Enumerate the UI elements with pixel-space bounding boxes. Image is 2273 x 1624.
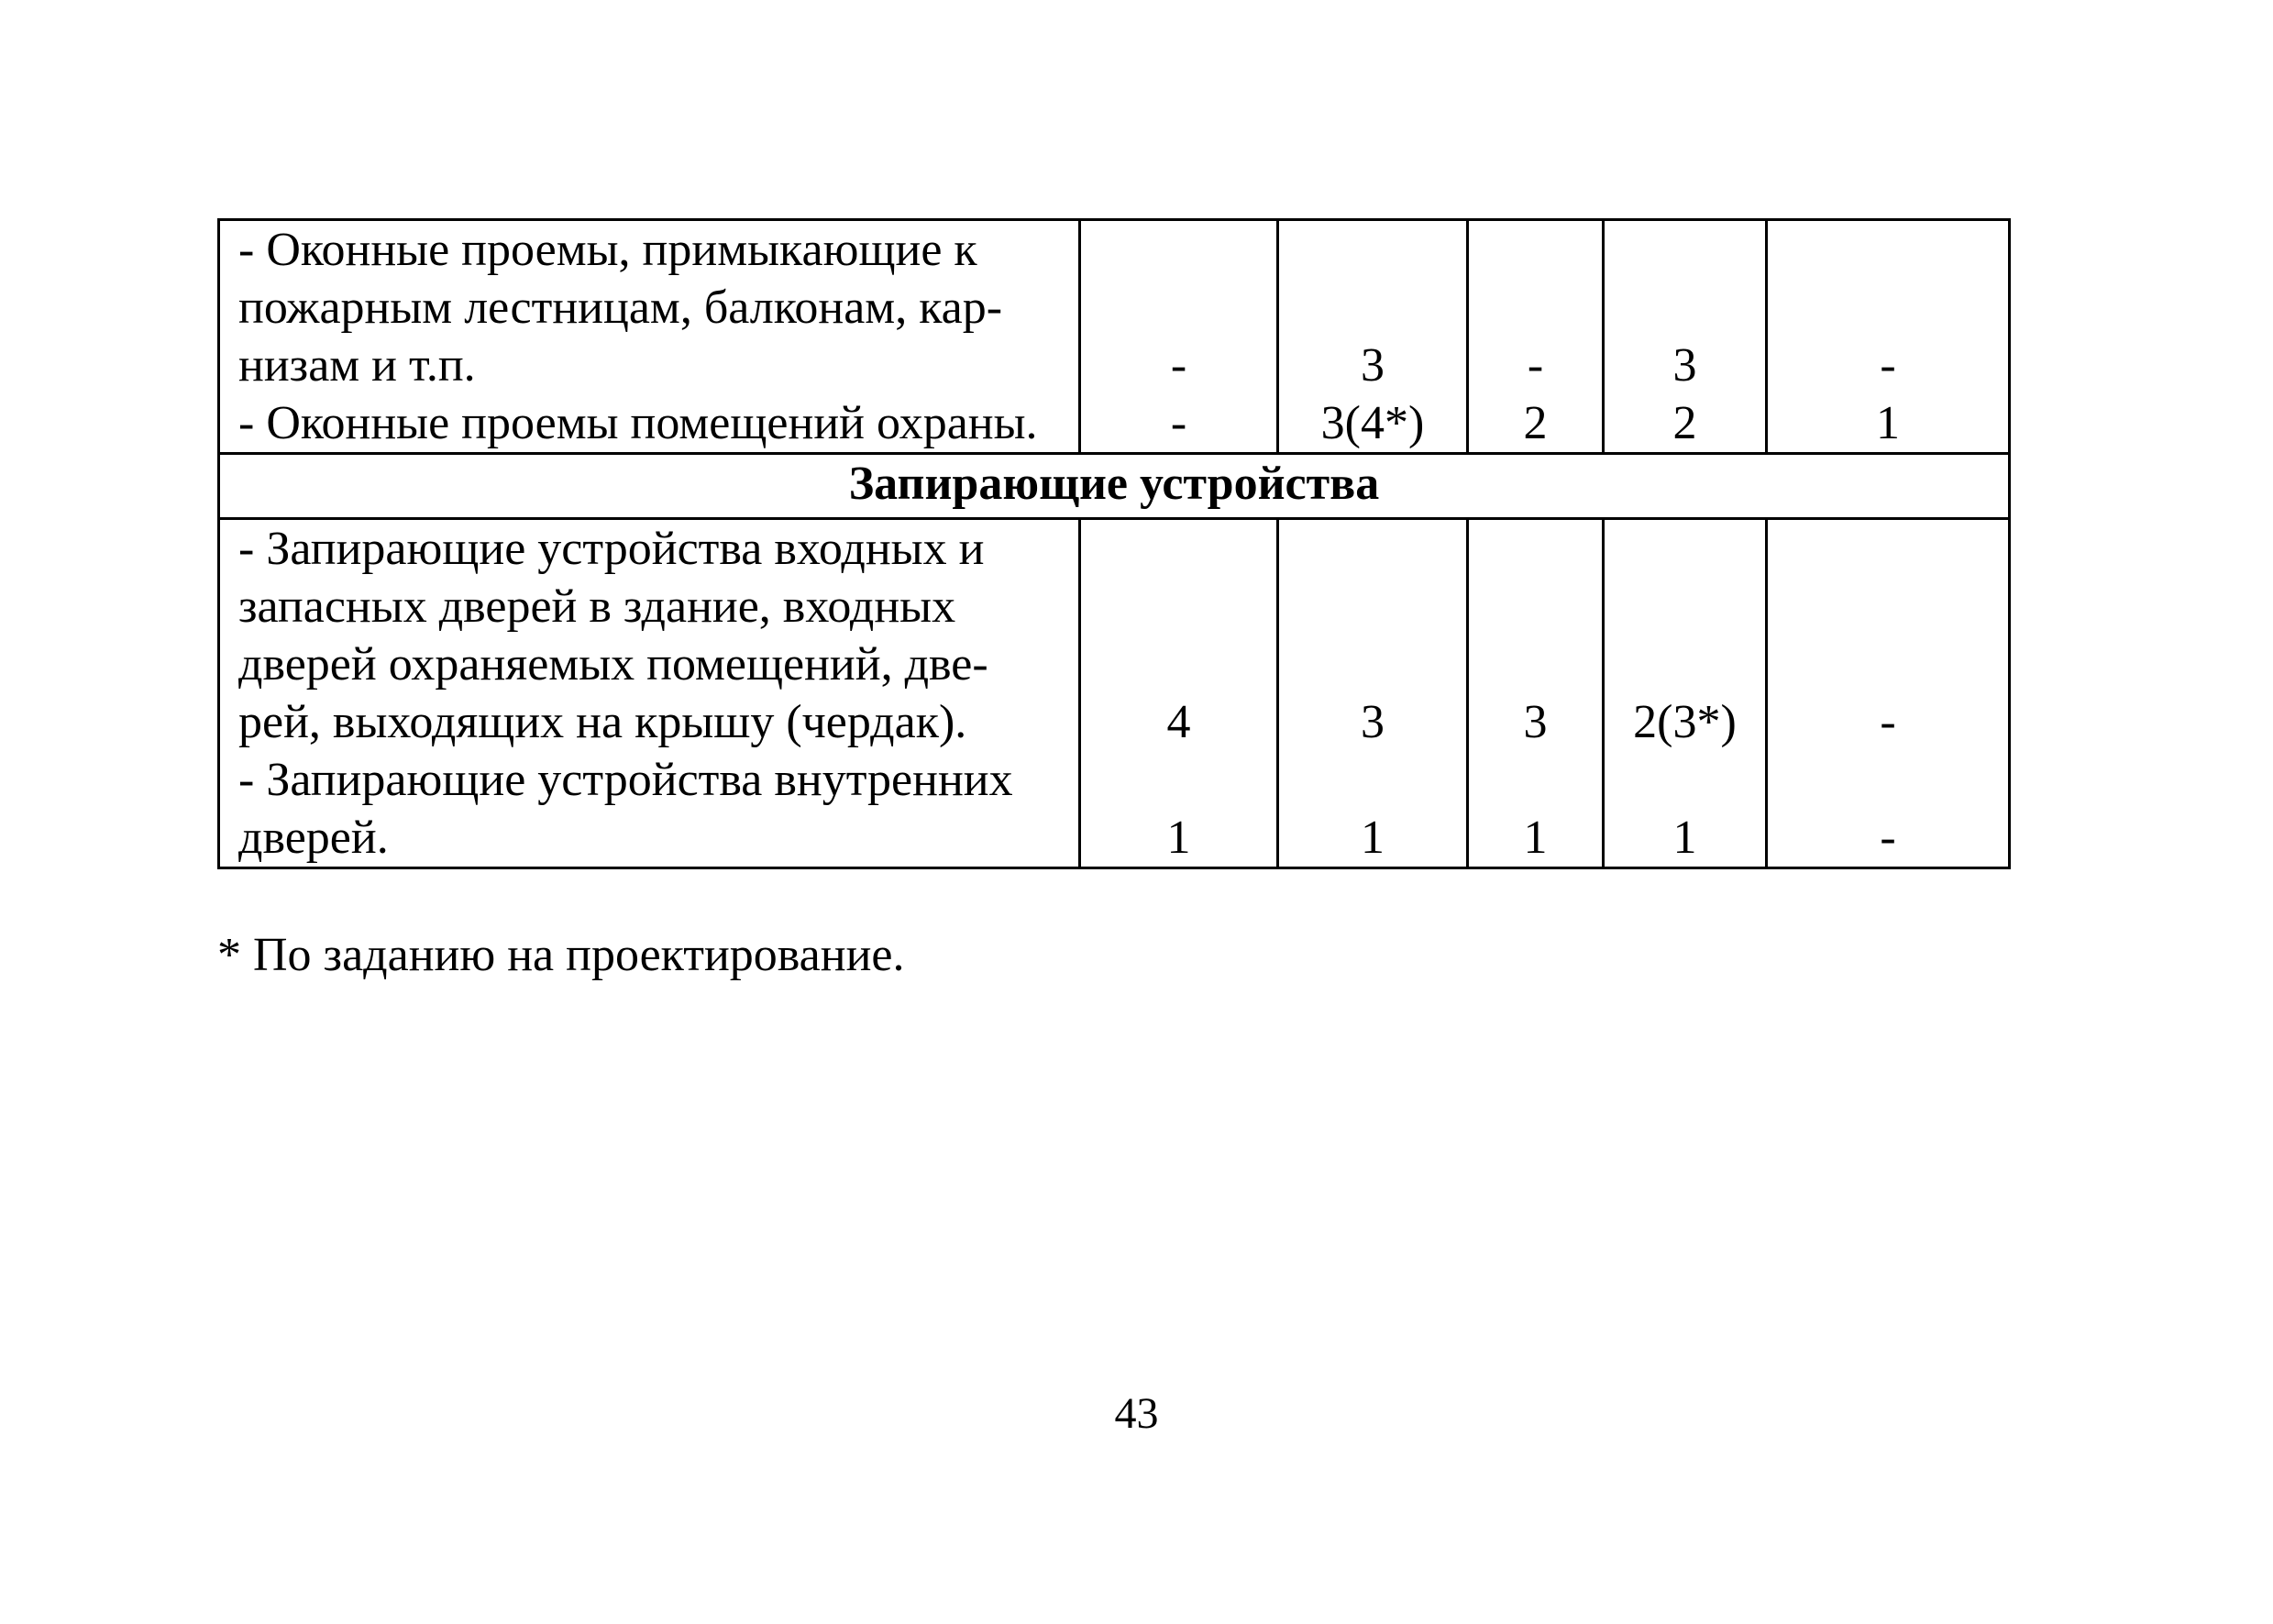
footnote: * По заданию на проектирование.	[217, 929, 905, 981]
value-cell	[1468, 220, 1604, 454]
value-cell	[1767, 519, 2010, 868]
value: 3(4*)	[1320, 397, 1425, 449]
table-row	[219, 519, 2010, 868]
value: 1	[1523, 812, 1548, 864]
value: 2	[1672, 397, 1697, 449]
value: 1	[1672, 812, 1697, 864]
description-line: - Оконные проемы, примыкающие к	[238, 224, 977, 276]
requirements-table	[217, 218, 2011, 869]
value-cell	[1080, 220, 1278, 454]
description-line: низам и т.п.	[238, 339, 476, 392]
value: -	[1880, 696, 1896, 748]
description-line: дверей охраняемых помещений, две-	[238, 638, 988, 690]
value: 1	[1361, 812, 1385, 864]
page-number: 43	[1114, 1389, 1159, 1438]
description-line: - Запирающие устройства входных и	[238, 523, 985, 575]
value-cell	[1278, 220, 1468, 454]
value-cell	[1604, 519, 1767, 868]
description-line: запасных дверей в здание, входных	[238, 580, 956, 633]
description-line: дверей.	[238, 812, 389, 864]
value: 1	[1166, 812, 1191, 864]
value-cell	[1767, 220, 2010, 454]
value-cell	[1604, 220, 1767, 454]
value: -	[1527, 339, 1544, 392]
value: -	[1880, 339, 1896, 392]
value: 3	[1672, 339, 1697, 392]
description-cell	[219, 220, 1080, 454]
value: 2(3*)	[1633, 696, 1737, 748]
section-header-row	[219, 454, 2010, 519]
table-row	[219, 220, 2010, 454]
value: 1	[1876, 397, 1900, 449]
value-cell	[1468, 519, 1604, 868]
value: 3	[1523, 696, 1548, 748]
description-line: - Запирающие устройства внутренних	[238, 754, 1013, 806]
value: 3	[1361, 339, 1385, 392]
description-line: рей, выходящих на крышу (чердак).	[238, 696, 967, 748]
description-line: - Оконные проемы помещений охраны.	[238, 397, 1038, 449]
value: 2	[1523, 397, 1548, 449]
value: 4	[1166, 696, 1191, 748]
value-cell	[1278, 519, 1468, 868]
value: -	[1170, 397, 1187, 449]
description-cell	[219, 519, 1080, 868]
section-title: Запирающие устройства	[219, 454, 2010, 519]
description-line: пожарным лестницам, балконам, кар-	[238, 282, 1003, 334]
value: -	[1170, 339, 1187, 392]
value: 3	[1361, 696, 1385, 748]
value-cell	[1080, 519, 1278, 868]
value: -	[1880, 812, 1896, 864]
